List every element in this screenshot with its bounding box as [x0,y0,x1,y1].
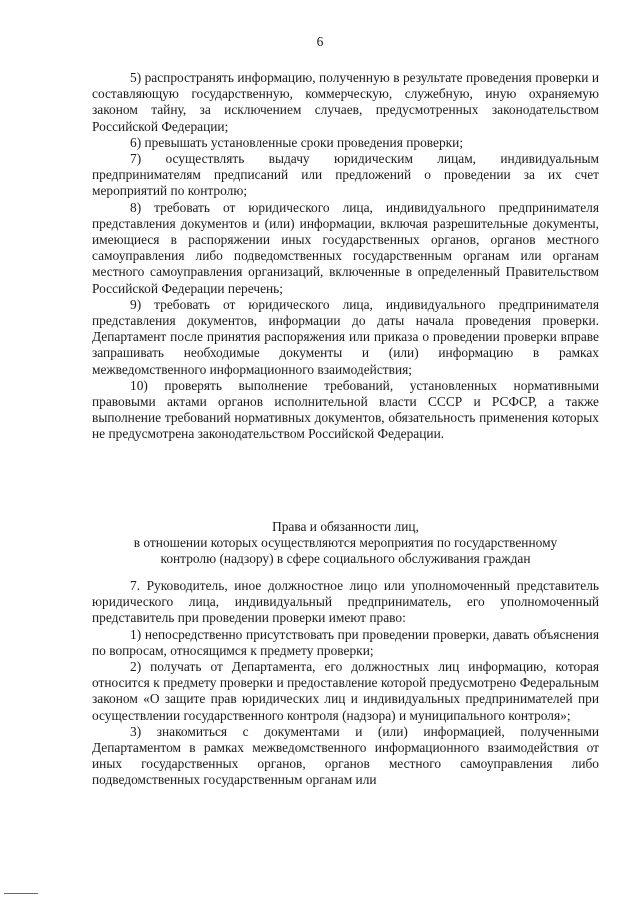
list-item: 8) требовать от юридического лица, индивидуального предпринимателя представления документов и (или) информации, включая разрешительные документы, имеющиеся в распоряжении иных государственных органов, органов местного самоуправления либо подведомственных государственным органам или органам местного самоуправления организаций, включенные в определенный Правительством Российской Федерации перечень; [92,199,599,296]
list-item: 3) знакомиться с документами и (или) информацией, полученными Департаментом в рамках межведомственного информационного взаимодействия от иных государственных органов, органов местного самоуправления либо подведомственных государственным органам или [92,723,599,788]
section-heading-line: контролю (надзору) в сфере социального обслуживания граждан [160,551,531,567]
list-item: 6) превышать установленные сроки проведения проверки; [130,134,464,150]
section-heading-line: Права и обязанности лиц, [272,519,419,534]
rights-list [92,578,599,789]
prohibitions-list [92,70,599,443]
section-heading-line: в отношении которых осуществляются мероприятия по государственному [133,535,558,551]
footer-divider [4,893,38,894]
list-item: 2) получать от Департамента, его должностных лиц информацию, которая относится к предмету проверки и предоставление которой предусмотрено Федеральным законом «О защите прав юридических лиц и индивидуальных предпринимателей при осуществлении государственного контроля (надзора) и муниципального контроля»; [92,659,599,723]
list-item: 7) осуществлять выдачу юридическим лицам, индивидуальным предпринимателям предписаний или предложений о проведении за их счет мероприятий по контролю; [92,151,599,199]
section-heading [92,519,599,568]
list-item: 7. Руководитель, иное должностное лицо или уполномоченный представитель юридического лица, индивидуальный предприниматель, его уполномоченный представитель при проведении проверки имеют право: [92,578,599,626]
list-item: 9) требовать от юридического лица, индивидуального предпринимателя представления документов, информации до даты начала проведения проверки. Департамент после принятия распоряжения или приказа о проведении проверки вправе запрашивать необходимые документы и (или) информацию в рамках межведомственного информационного взаимодействия; [92,296,599,377]
page-number: 6 [316,34,324,49]
list-item: 5) распространять информацию, полученную в результате проведения проверки и составляющую государственную, коммерческую, служебную, иную охраняемую законом тайну, за исключением случаев, предусмотренных законодательством Российской Федерации; [92,70,599,134]
list-item: 10) проверять выполнение требований, установленных нормативными правовыми актами органов исполнительной власти СССР и РСФСР, а также выполнение требований нормативных документов, обязательность применения которых не предусмотрена законодательством Российской Федерации. [92,377,599,442]
list-item: 1) непосредственно присутствовать при проведении проверки, давать объяснения по вопросам, относящимся к предмету проверки; [92,626,599,658]
